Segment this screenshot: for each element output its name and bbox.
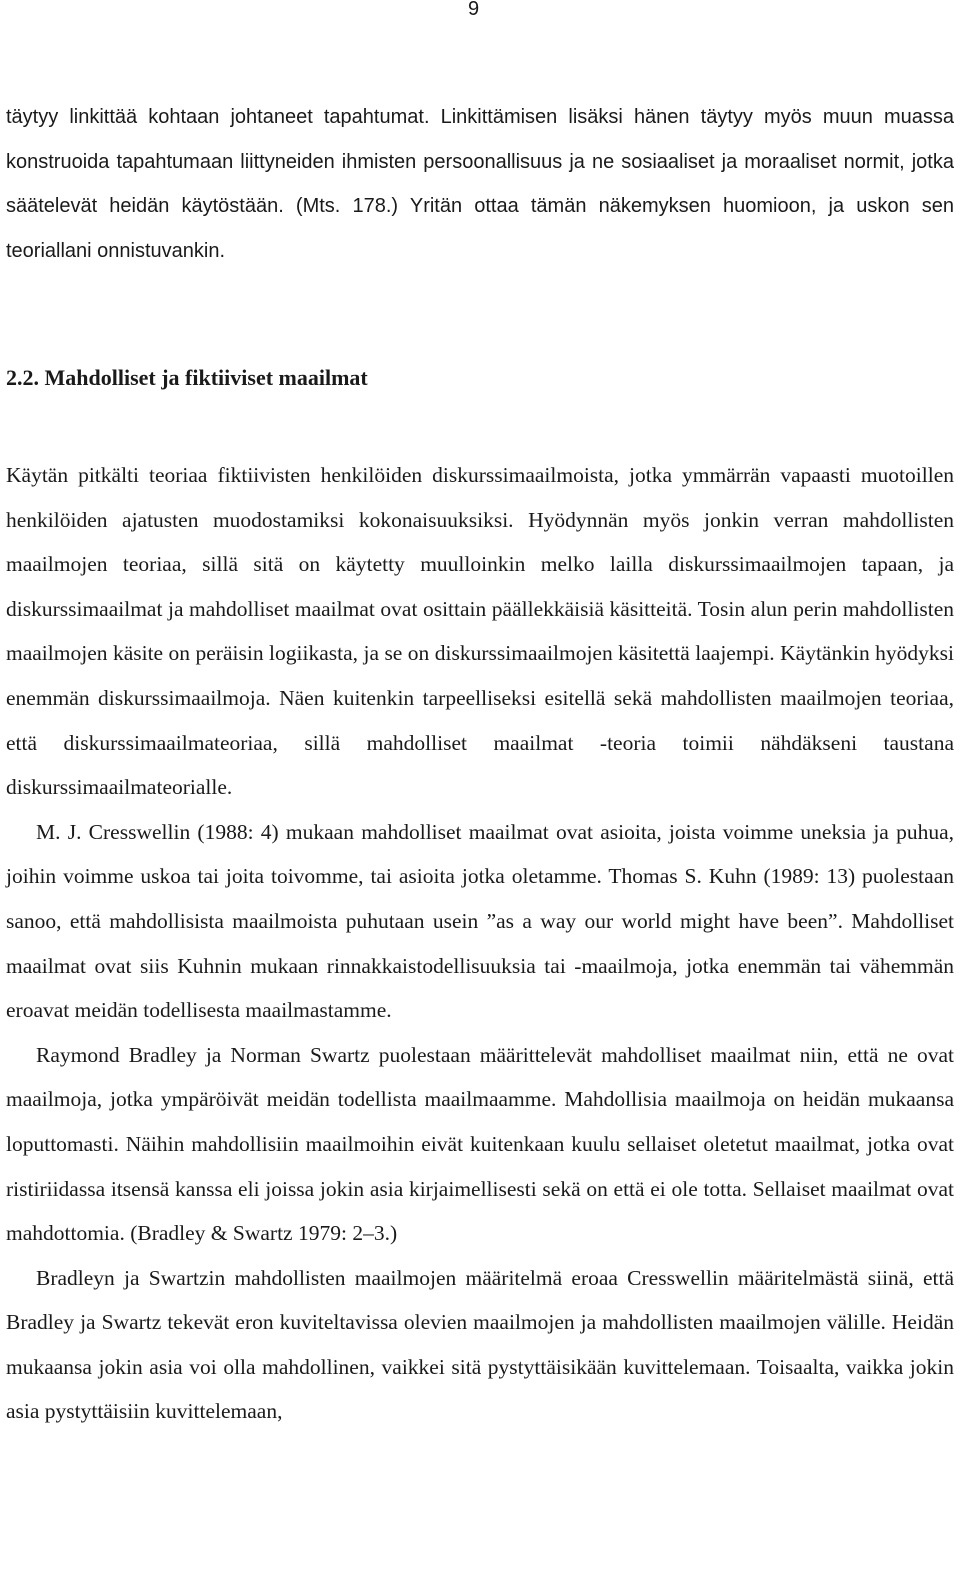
body-paragraph-1: Käytän pitkälti teoriaa fiktiivisten henkilöiden diskurssimaailmoista, jotka ymmärrän vapaasti muotoillen henkilöiden ajatusten muodostamiksi kokonaisuuksiksi. Hyödynnän myös jonkin verran mahdollisten maailmojen teoriaa, sillä sitä on käytetty muulloinkin melko lailla diskurssimaailmojen tapaan, ja diskurssimaailmat ja mahdolliset maailmat ovat osittain päällekkäisiä käsitteitä. Tosin alun perin mahdollisten maailmojen käsite on peräisin logiikasta, ja se on diskurssimaailmojen käsitettä laajempi. Käytänkin hyödyksi enemmän diskurssimaailmoja. Näen kuitenkin tarpeelliseksi esitellä sekä mahdollisten maailmojen teoriaa, että diskurssimaailmateoriaa, sillä mahdolliset maailmat -teoria toimii nähdäkseni taustana diskurssimaailmateorialle. xyxy=(6,463,954,800)
section-heading: 2.2. Mahdolliset ja fiktiiviset maailmat xyxy=(6,365,368,390)
page-number: 9 xyxy=(468,0,480,20)
body-paragraph-4: Bradleyn ja Swartzin mahdollisten maailmojen määritelmä eroaa Cresswellin määritelmästä siinä, että Bradley ja Swartz tekevät eron kuviteltavissa olevien maailmojen ja mahdollisten maailmojen välille. Heidän mukaansa jokin asia voi olla mahdollinen, vaikkei sitä pystyttäisikään kuvittelemaan. Toisaalta, vaikka jokin asia pystyttäisiin kuvittelemaan, xyxy=(6,1265,954,1424)
body-paragraph-3: Raymond Bradley ja Norman Swartz puolestaan määrittelevät mahdolliset maailmat niin, että ne ovat maailmoja, jotka ympäröivät meidän todellista maailmaamme. Mahdollisia maailmoja on heidän mukaansa loputtomasti. Näihin mahdollisiin maailmoihin eivät kuitenkaan kuulu sellaiset oletetut maailmat, jotka ovat ristiriidassa itsensä kanssa eli joissa jokin asia kirjaimellisesti sekä on että ei ole totta. Sellaiset maailmat ovat mahdottomia. (Bradley & Swartz 1979: 2–3.) xyxy=(6,1042,954,1246)
body-paragraph-2: M. J. Cresswellin (1988: 4) mukaan mahdolliset maailmat ovat asioita, joista voimme uneksia ja puhua, joihin voimme uskoa tai joita toivomme, tai asioita jotka oletamme. Thomas S. Kuhn (1989: 13) puolestaan sanoo, että mahdollisista maailmoista puhutaan usein ”as a way our world might have been”. Mahdolliset maailmat ovat siis Kuhnin mukaan rinnakkaistodellisuuksia tai -maailmoja, jotka enemmän tai vähemmän eroavat meidän todellisesta maailmastamme. xyxy=(6,819,954,1023)
intro-paragraph: täytyy linkittää kohtaan johtaneet tapahtumat. Linkittämisen lisäksi hänen täytyy myös muun muassa konstruoida tapahtumaan liittyneiden ihmisten persoonallisuus ja ne sosiaaliset ja moraaliset normit, jotka säätelevät heidän käytöstään. (Mts. 178.) Yritän ottaa tämän näkemyksen huomioon, ja uskon sen teoriallani onnistuvankin. xyxy=(6,106,954,262)
section-body xyxy=(6,453,954,1434)
